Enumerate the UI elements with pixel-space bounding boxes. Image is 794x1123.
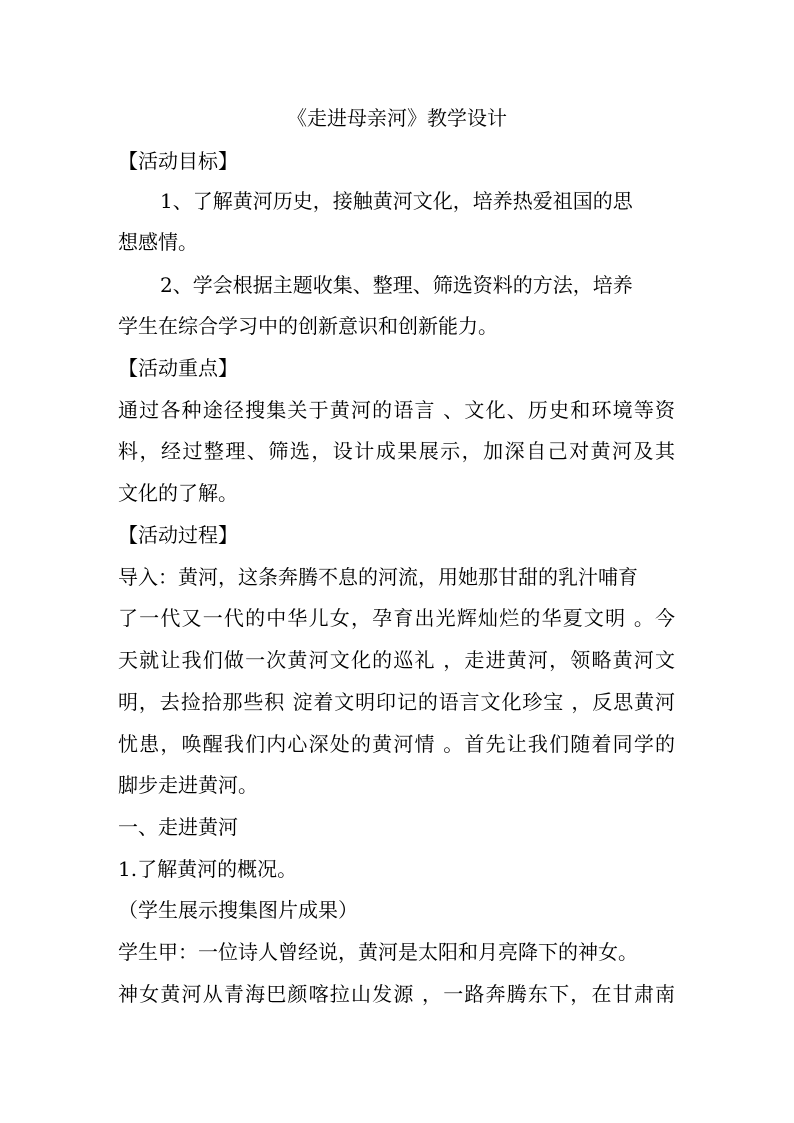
goal-item-1-line-1: 1、了解黄河历史，接触黄河文化，培养热爱祖国的思 (160, 189, 633, 213)
document-title: 《走进母亲河》教学设计 (287, 106, 507, 130)
intro-line-6: 脚步走进黄河。 (118, 773, 258, 797)
student-line-2: 神女黄河从青海巴颜喀拉山发源 ，一路奔腾东下，在甘肃南 (118, 982, 675, 1006)
student-line-1: 学生甲：一位诗人曾经说，黄河是太阳和月亮降下的神女。 (118, 940, 638, 964)
goal-item-2-line-2: 学生在综合学习中的创新意识和创新能力。 (118, 314, 498, 338)
goal-item-1-line-2: 想感情。 (118, 230, 198, 254)
focus-line-2: 料，经过整理、筛选，设计成果展示，加深自己对黄河及其 (118, 439, 675, 463)
section-heading-process: 【活动过程】 (118, 523, 238, 547)
intro-line-5: 忧患，唤醒我们内心深处的黄河情 。首先让我们随着同学的 (118, 732, 675, 756)
focus-line-3: 文化的了解。 (118, 481, 238, 505)
part-1-heading: 一、走进黄河 (118, 815, 238, 839)
activity-note: （学生展示搜集图片成果） (118, 898, 358, 922)
intro-line-1: 导入：黄河，这条奔腾不息的河流，用她那甘甜的乳汁哺育 (118, 565, 638, 589)
intro-line-3: 天就让我们做一次黄河文化的巡礼 ，走进黄河，领略黄河文 (118, 648, 675, 672)
focus-line-1: 通过各种途径搜集关于黄河的语言 、文化、历史和环境等资 (118, 398, 675, 422)
section-heading-goals: 【活动目标】 (118, 149, 238, 173)
intro-line-4: 明，去捡拾那些积 淀着文明印记的语言文化珍宝 ，反思黄河 (118, 690, 675, 714)
intro-line-2: 了一代又一代的中华儿女，孕育出光辉灿烂的华夏文明 。今 (118, 606, 675, 630)
step-1: 1.了解黄河的概况。 (118, 857, 298, 881)
section-heading-focus: 【活动重点】 (118, 356, 238, 380)
goal-item-2-line-1: 2、学会根据主题收集、整理、筛选资料的方法，培养 (160, 273, 633, 297)
